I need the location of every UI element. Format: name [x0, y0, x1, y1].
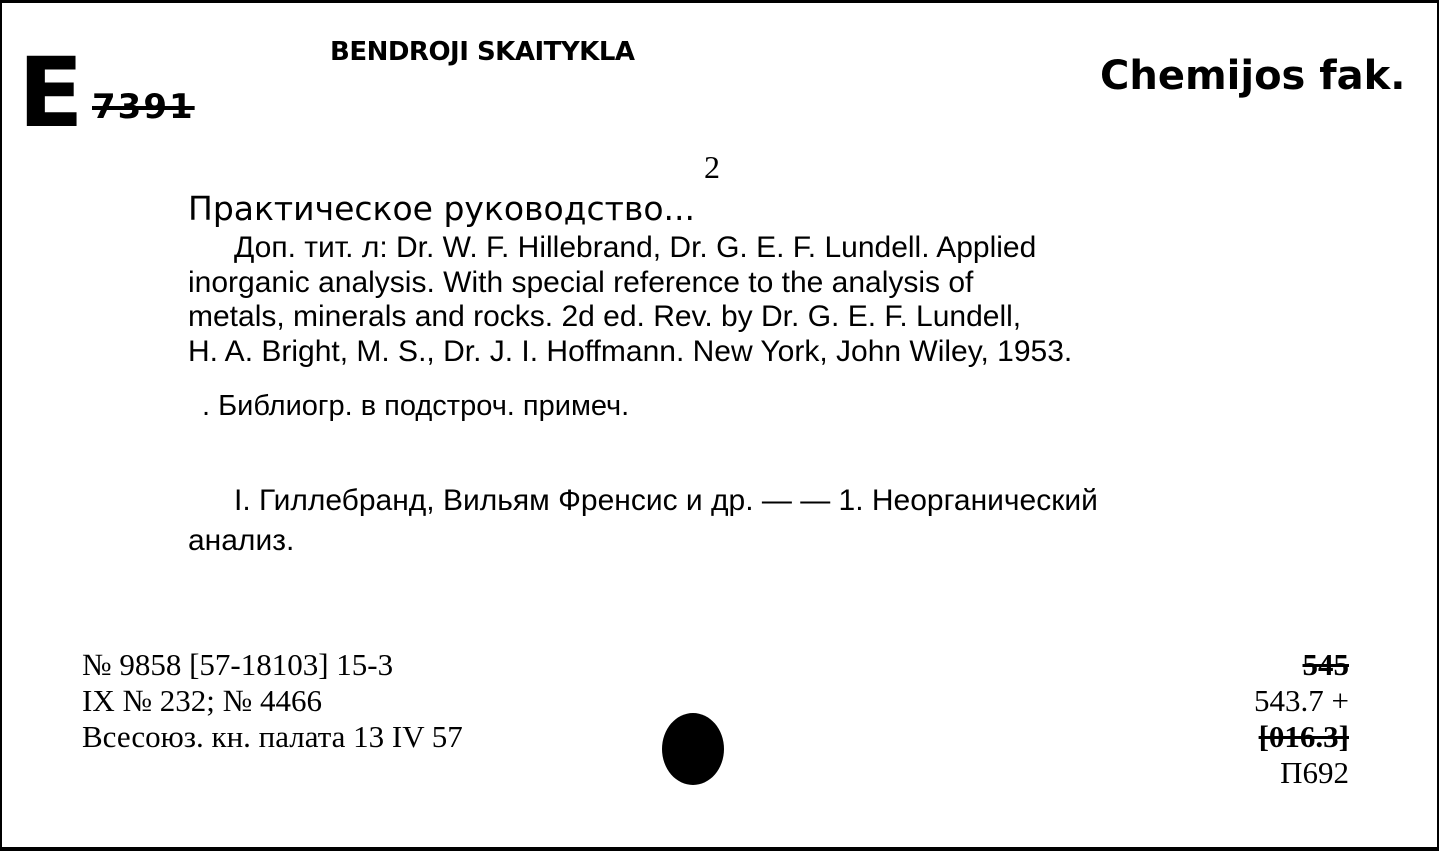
old-class-2: [016.3] — [1258, 719, 1349, 754]
subject-line: анализ. — [188, 524, 295, 557]
classification-block — [1254, 647, 1349, 791]
bibliography-note: . Библиогр. в подстроч. примеч. — [202, 390, 630, 422]
old-shelf-mark: 7391 — [92, 87, 195, 127]
class-line — [1254, 683, 1349, 755]
shelf-letter: E — [18, 37, 84, 149]
faculty-stamp: Chemijos fak. — [1100, 53, 1406, 99]
class-main: 543.7 + — [1254, 683, 1349, 718]
subject-entries — [188, 481, 1353, 561]
description-line: inorganic analysis. With special reference to the analysis of — [188, 265, 974, 299]
registration-line: Всесоюз. кн. палата 13 IV 57 — [82, 719, 463, 754]
punch-hole — [662, 713, 724, 785]
description-line: Доп. тит. л: Dr. W. F. Hillebrand, Dr. G. E. F. Lundell. Applied — [234, 231, 1037, 264]
class-code: П692 — [1280, 755, 1349, 790]
library-stamp: BENDROJI SKAITYKLA — [330, 37, 635, 67]
book-title: Практическое руководство... — [188, 189, 695, 228]
subject-line: I. Гиллебранд, Вильям Френсис и др. — — 1. Неорганический — [234, 484, 1098, 517]
description — [188, 231, 1353, 369]
description-line: H. A. Bright, M. S., Dr. J. I. Hoffmann. New York, John Wiley, 1953. — [188, 334, 1073, 368]
registration-line: IX № 232; № 4466 — [82, 683, 322, 718]
registration-line: № 9858 [57-18103] 15-3 — [82, 647, 394, 682]
description-line: metals, minerals and rocks. 2d ed. Rev. by Dr. G. E. F. Lundell, — [188, 300, 1022, 333]
registration-block — [82, 647, 463, 755]
card-number: 2 — [704, 149, 720, 185]
old-class: 545 — [1302, 647, 1349, 682]
